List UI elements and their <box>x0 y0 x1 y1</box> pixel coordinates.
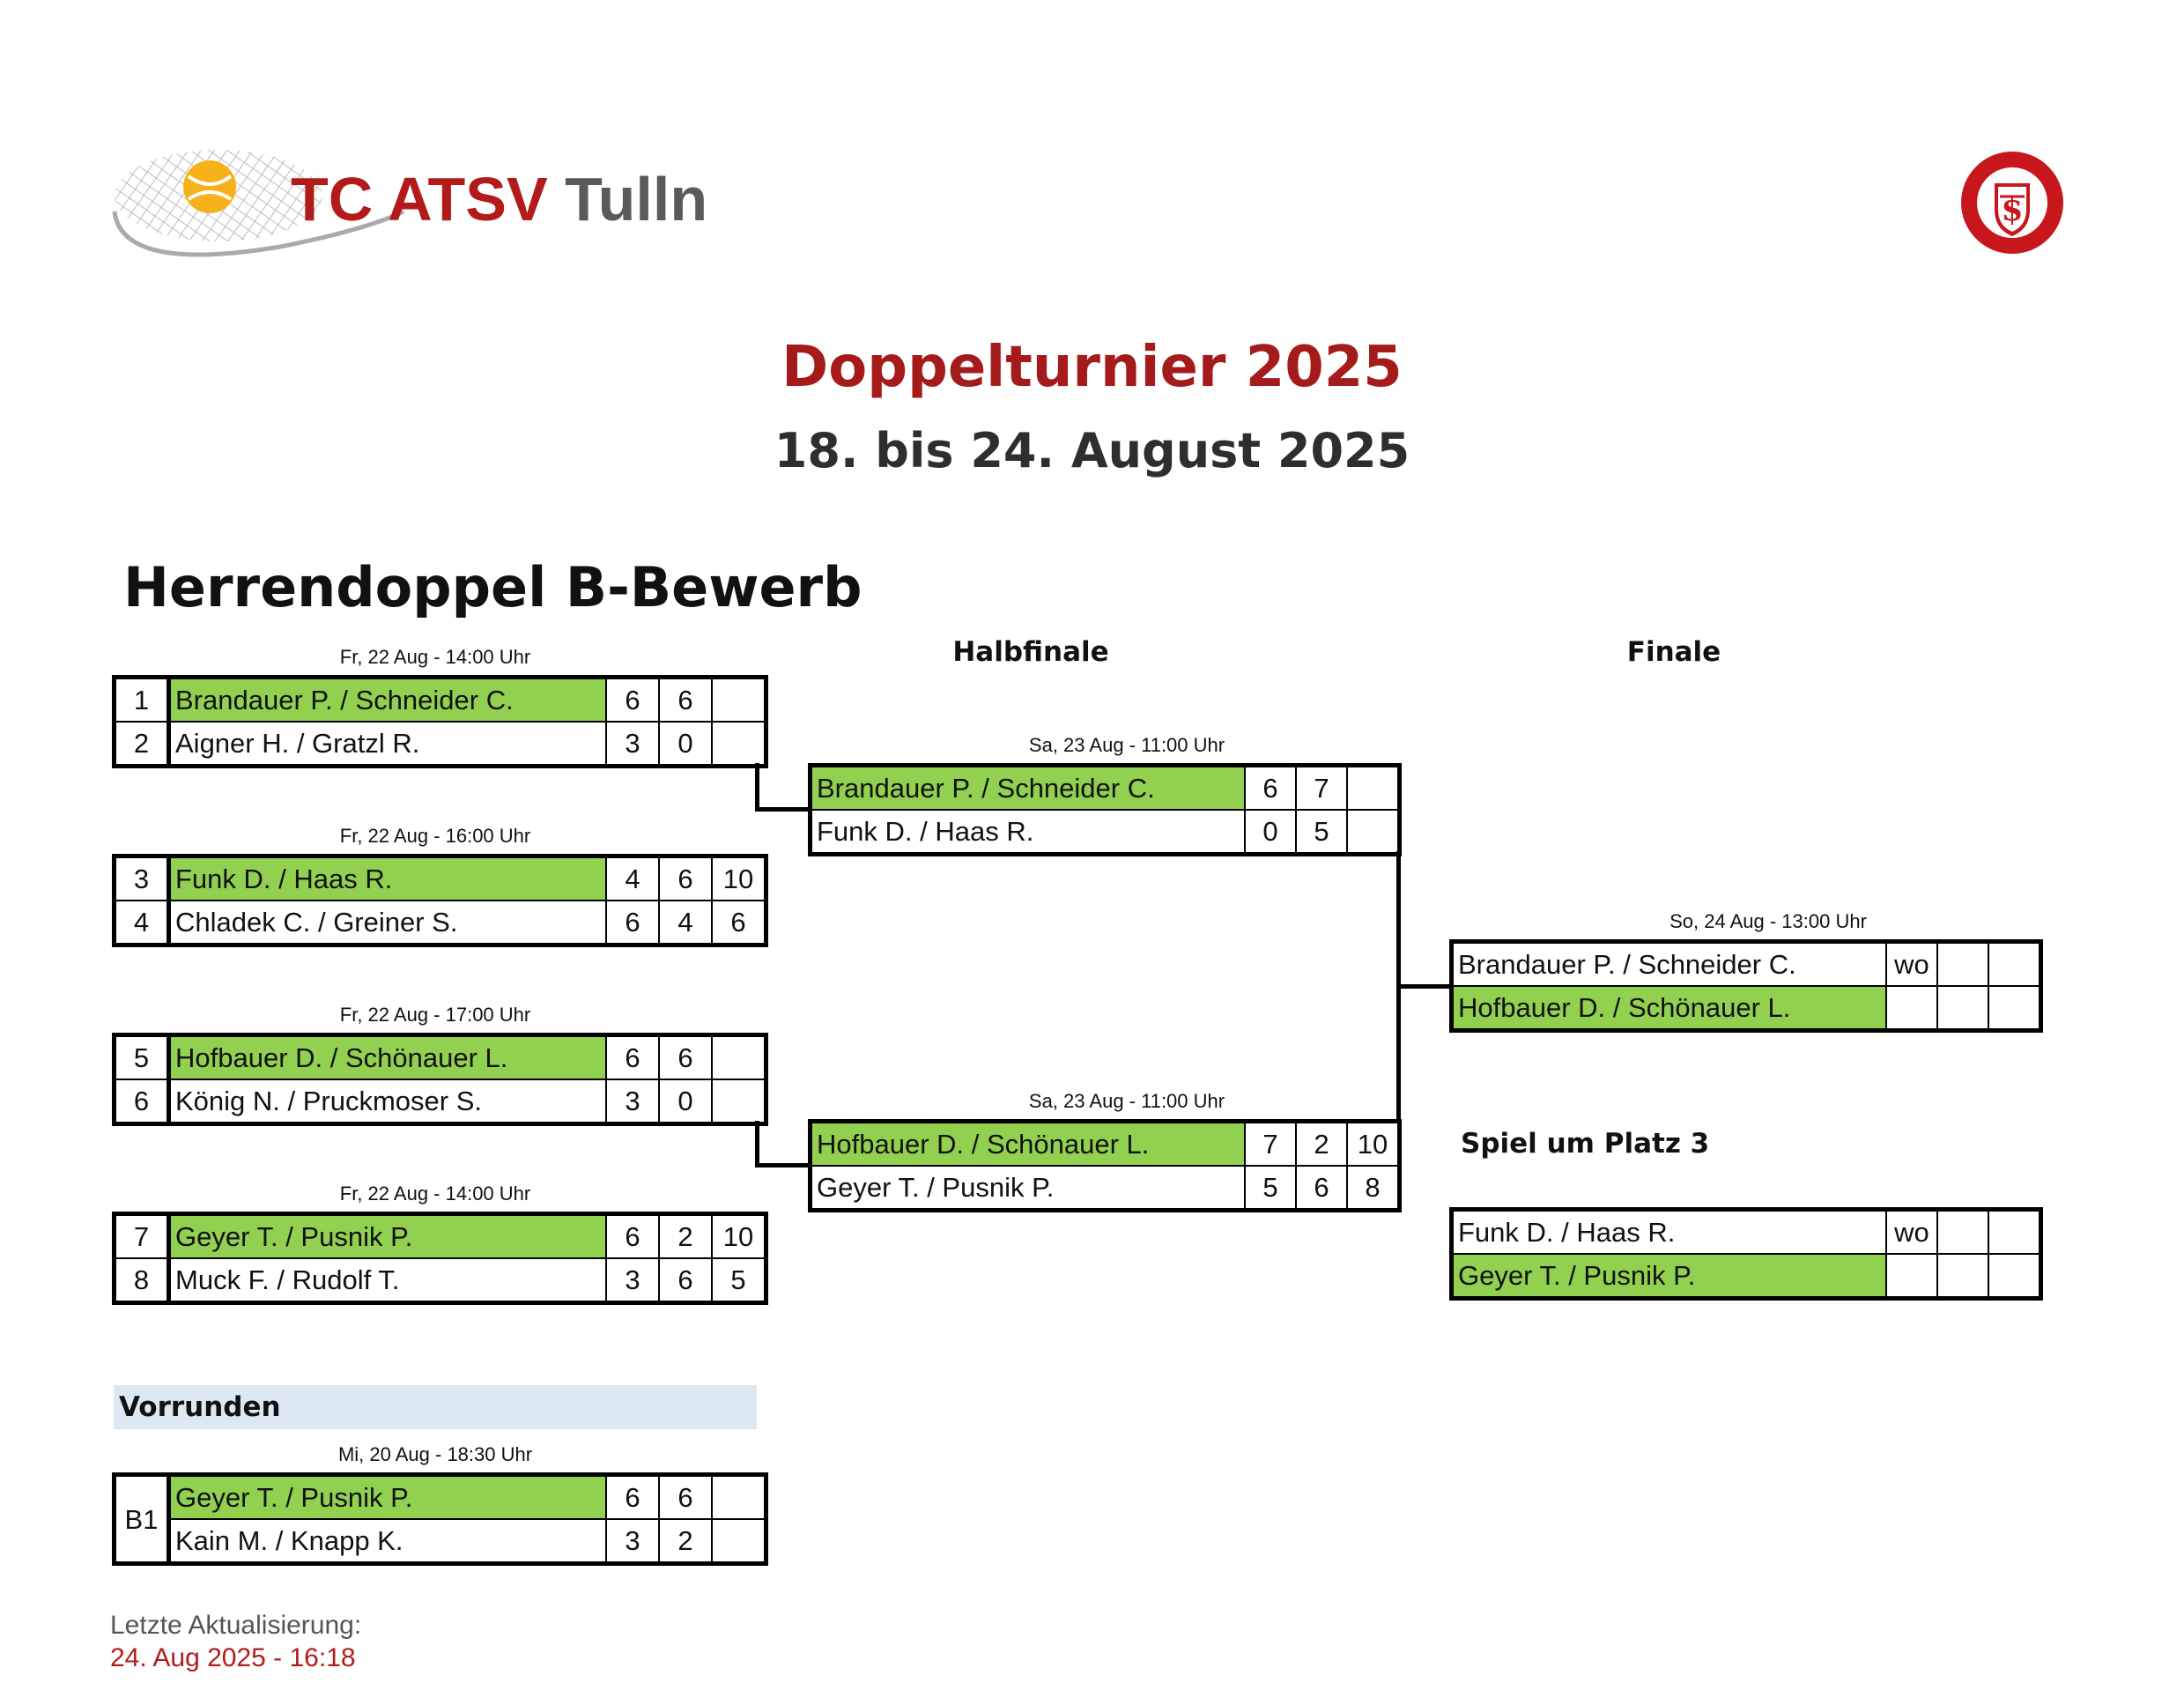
set-score: 7 <box>1296 766 1347 811</box>
set-score: 6 <box>606 1035 659 1080</box>
seed: 1 <box>115 678 169 723</box>
set-score: 6 <box>606 678 659 723</box>
set-score <box>712 678 766 723</box>
competition-title: Herrendoppel B-Bewerb <box>123 555 862 619</box>
match-box-sf-1 <box>808 763 1402 856</box>
set-score: 2 <box>1296 1122 1347 1167</box>
table-row <box>115 1475 766 1520</box>
set-score: 2 <box>659 1214 712 1259</box>
set-score <box>1988 986 2041 1031</box>
set-score: 10 <box>712 1214 766 1259</box>
set-score <box>1886 986 1937 1031</box>
set-score <box>1988 1210 2041 1255</box>
last-update-label: Letzte Aktualisierung: <box>110 1611 362 1640</box>
set-score <box>712 1475 766 1520</box>
set-score: wo <box>1886 1210 1937 1255</box>
team-name: Geyer T. / Pusnik P. <box>169 1475 607 1520</box>
team-name: Geyer T. / Pusnik P. <box>1452 1254 1887 1299</box>
set-score: 6 <box>659 678 712 723</box>
set-score: 6 <box>659 1258 712 1303</box>
table-row <box>1452 942 2041 987</box>
seed: 8 <box>115 1258 169 1303</box>
team-name: Funk D. / Haas R. <box>811 810 1246 855</box>
match-box-third-place <box>1449 1207 2043 1301</box>
club-name <box>291 164 707 234</box>
last-update-value: 24. Aug 2025 - 16:18 <box>110 1643 356 1672</box>
team-name: Hofbauer D. / Schönauer L. <box>811 1122 1246 1167</box>
tournament-title: Doppelturnier 2025 <box>781 335 1403 400</box>
match-time: Mi, 20 Aug - 18:30 Uhr <box>337 1443 533 1465</box>
seed: 3 <box>115 856 169 901</box>
match-box-r1-2 <box>112 854 768 947</box>
set-score <box>712 1519 766 1564</box>
match-time: Fr, 22 Aug - 16:00 Uhr <box>339 825 531 847</box>
seed: 6 <box>115 1079 169 1124</box>
table-row <box>115 1035 766 1080</box>
set-score: 6 <box>659 1475 712 1520</box>
bracket-line <box>755 807 810 812</box>
semifinal-column-title: Halbfinale <box>952 636 1109 668</box>
table-row <box>115 1214 766 1259</box>
set-score: 3 <box>606 722 659 767</box>
final-column-title: Finale <box>1626 636 1721 668</box>
team-name: Kain M. / Knapp K. <box>169 1519 607 1564</box>
svg-text:$: $ <box>2001 191 2024 228</box>
set-score: 6 <box>1296 1166 1347 1211</box>
match-box-r1-3 <box>112 1033 768 1126</box>
table-row <box>1452 1254 2041 1299</box>
set-score <box>1937 942 1988 987</box>
set-score: 2 <box>659 1519 712 1564</box>
club-seal-icon <box>1949 148 2076 257</box>
set-score: 5 <box>712 1258 766 1303</box>
seed: 5 <box>115 1035 169 1080</box>
set-score: 5 <box>1245 1166 1296 1211</box>
set-score <box>1347 766 1400 811</box>
set-score: 6 <box>712 901 766 945</box>
club-name-tc-atsv: TC ATSV <box>291 165 548 234</box>
set-score: 3 <box>606 1258 659 1303</box>
vorrunden-header: Vorrunden <box>114 1385 757 1429</box>
set-score: wo <box>1886 942 1937 987</box>
team-name: König N. / Pruckmoser S. <box>169 1079 607 1124</box>
match-box-vorrunde <box>112 1472 768 1566</box>
team-name: Hofbauer D. / Schönauer L. <box>169 1035 607 1080</box>
set-score: 6 <box>606 901 659 945</box>
table-row <box>115 1519 766 1564</box>
set-score <box>1886 1254 1937 1299</box>
table-row <box>115 1079 766 1124</box>
match-time: Fr, 22 Aug - 17:00 Uhr <box>339 1004 531 1026</box>
set-score <box>712 1035 766 1080</box>
table-row <box>115 722 766 767</box>
match-time: Fr, 22 Aug - 14:00 Uhr <box>339 646 531 668</box>
set-score: 3 <box>606 1519 659 1564</box>
set-score: 6 <box>606 1214 659 1259</box>
team-name: Brandauer P. / Schneider C. <box>1452 942 1887 987</box>
table-row <box>115 856 766 901</box>
team-name: Hofbauer D. / Schönauer L. <box>1452 986 1887 1031</box>
tournament-dates: 18. bis 24. August 2025 <box>774 423 1410 478</box>
set-score <box>1937 1210 1988 1255</box>
team-name: Funk D. / Haas R. <box>169 856 607 901</box>
team-name: Brandauer P. / Schneider C. <box>811 766 1246 811</box>
bracket-line <box>755 1163 810 1168</box>
match-box-sf-2 <box>808 1119 1402 1212</box>
set-score: 7 <box>1245 1122 1296 1167</box>
set-score: 10 <box>712 856 766 901</box>
seed: 7 <box>115 1214 169 1259</box>
match-time: So, 24 Aug - 13:00 Uhr <box>1669 910 1867 932</box>
set-score: 3 <box>606 1079 659 1124</box>
table-row <box>1452 986 2041 1031</box>
team-name: Brandauer P. / Schneider C. <box>169 678 607 723</box>
table-row <box>811 1122 1400 1167</box>
team-name: Aigner H. / Gratzl R. <box>169 722 607 767</box>
set-score: 10 <box>1347 1122 1400 1167</box>
match-box-r1-4 <box>112 1212 768 1305</box>
match-box-final <box>1449 939 2043 1033</box>
bracket-line <box>755 763 759 809</box>
team-name: Funk D. / Haas R. <box>1452 1210 1887 1255</box>
table-row <box>811 1166 1400 1211</box>
set-score: 0 <box>659 1079 712 1124</box>
table-row <box>115 1258 766 1303</box>
set-score: 0 <box>1245 810 1296 855</box>
set-score <box>1988 1254 2041 1299</box>
seed: B1 <box>115 1475 169 1564</box>
bracket-line <box>1396 984 1451 989</box>
set-score: 6 <box>659 856 712 901</box>
bracket-line <box>755 1121 759 1167</box>
table-row <box>115 901 766 945</box>
set-score: 8 <box>1347 1166 1400 1211</box>
set-score <box>1988 942 2041 987</box>
table-row <box>115 678 766 723</box>
match-time: Sa, 23 Aug - 11:00 Uhr <box>1028 734 1225 756</box>
table-row <box>811 766 1400 811</box>
match-time: Fr, 22 Aug - 14:00 Uhr <box>339 1182 531 1205</box>
set-score <box>712 1079 766 1124</box>
match-box-r1-1 <box>112 675 768 768</box>
set-score <box>712 722 766 767</box>
set-score <box>1937 986 1988 1031</box>
set-score: 0 <box>659 722 712 767</box>
set-score: 6 <box>606 1475 659 1520</box>
seed: 2 <box>115 722 169 767</box>
set-score <box>1347 810 1400 855</box>
club-name-tulln: Tulln <box>565 165 708 234</box>
team-name: Geyer T. / Pusnik P. <box>811 1166 1246 1211</box>
team-name: Chladek C. / Greiner S. <box>169 901 607 945</box>
set-score: 6 <box>659 1035 712 1080</box>
set-score: 4 <box>606 856 659 901</box>
table-row <box>811 810 1400 855</box>
set-score: 4 <box>659 901 712 945</box>
table-row <box>1452 1210 2041 1255</box>
third-place-title: Spiel um Platz 3 <box>1461 1128 1710 1160</box>
set-score: 6 <box>1245 766 1296 811</box>
team-name: Geyer T. / Pusnik P. <box>169 1214 607 1259</box>
team-name: Muck F. / Rudolf T. <box>169 1258 607 1303</box>
set-score <box>1937 1254 1988 1299</box>
set-score: 5 <box>1296 810 1347 855</box>
seed: 4 <box>115 901 169 945</box>
match-time: Sa, 23 Aug - 11:00 Uhr <box>1028 1090 1225 1112</box>
